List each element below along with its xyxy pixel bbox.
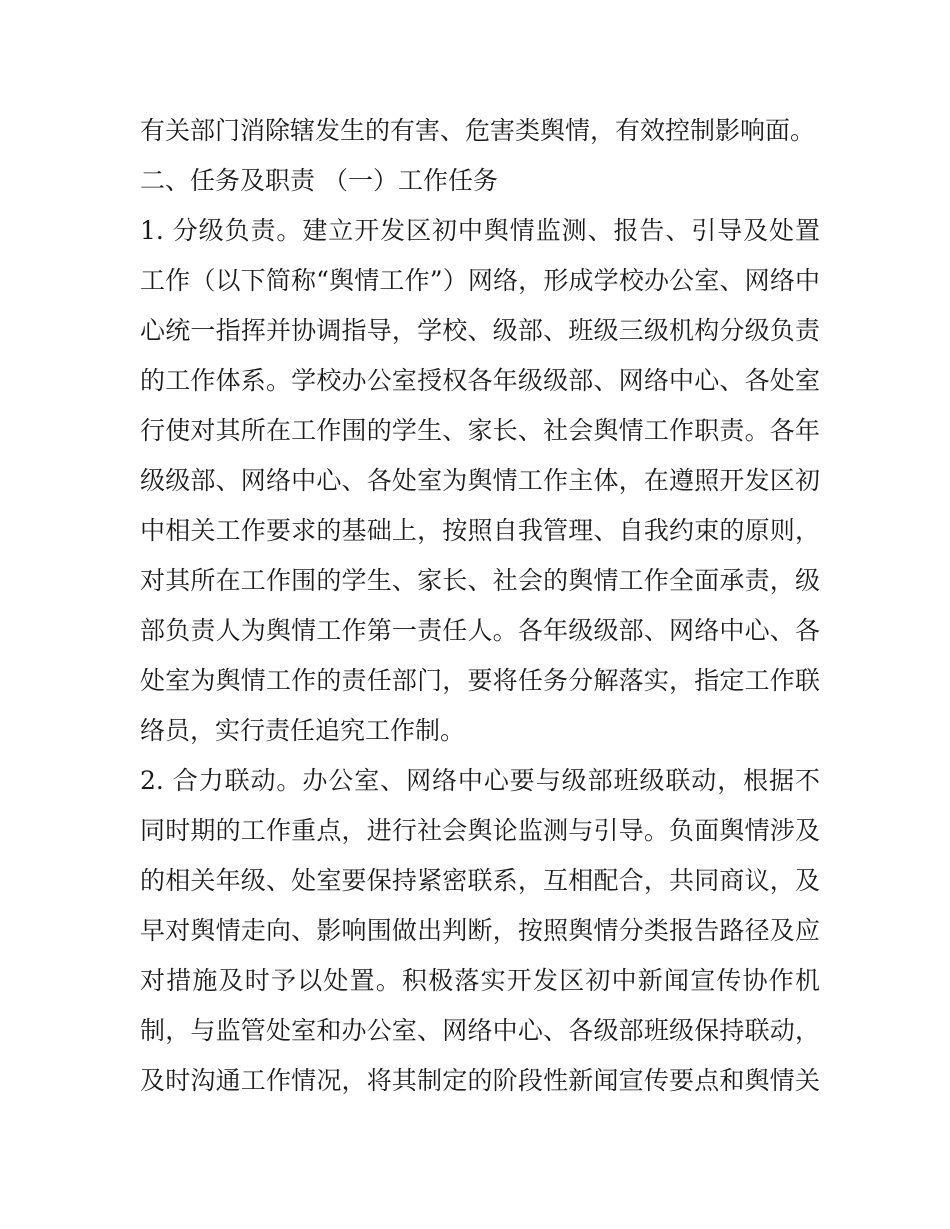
text-line: 2. 合力联动。办公室、网络中心要与级部班级联动，根据不 [140,766,820,795]
text-line: 同时期的工作重点，进行社会舆论监测与引导。负面舆情涉及 [140,816,820,845]
text-line: 对其所在工作围的学生、家长、社会的舆情工作全面承责，级 [140,566,820,595]
text-line: 中相关工作要求的基础上，按照自我管理、自我约束的原则， [140,516,820,545]
text-line: 1. 分级负责。建立开发区初中舆情监测、报告、引导及处置 [140,216,820,245]
text-line: 行使对其所在工作围的学生、家长、社会舆情工作职责。各年 [140,416,820,445]
text-line: 及时沟通工作情况，将其制定的阶段性新闻宣传要点和舆情关 [140,1066,820,1095]
text-line: 对措施及时予以处置。积极落实开发区初中新闻宣传协作机 [140,966,820,995]
text-line: 络员，实行责任追究工作制。 [140,716,466,745]
section-heading: 二、任务及职责 （一）工作任务 [140,166,498,195]
text-line: 早对舆情走向、影响围做出判断，按照舆情分类报告路径及应 [140,916,820,945]
text-line: 工作（以下简称“舆情工作”）网络，形成学校办公室、网络中 [140,266,820,295]
text-line: 有关部门消除辖发生的有害、危害类舆情，有效控制影响面。 [140,116,816,145]
text-line: 级级部、网络中心、各处室为舆情工作主体，在遵照开发区初 [140,466,820,495]
text-line: 的工作体系。学校办公室授权各年级级部、网络中心、各处室 [140,366,820,395]
text-line: 心统一指挥并协调指导，学校、级部、班级三级机构分级负责 [140,316,820,345]
text-line: 的相关年级、处室要保持紧密联系，互相配合，共同商议，及 [140,866,820,895]
text-line: 制，与监管处室和办公室、网络中心、各级部班级保持联动， [140,1016,820,1045]
text-line: 处室为舆情工作的责任部门，要将任务分解落实，指定工作联 [140,666,820,695]
text-line: 部负责人为舆情工作第一责任人。各年级级部、网络中心、各 [140,616,820,645]
